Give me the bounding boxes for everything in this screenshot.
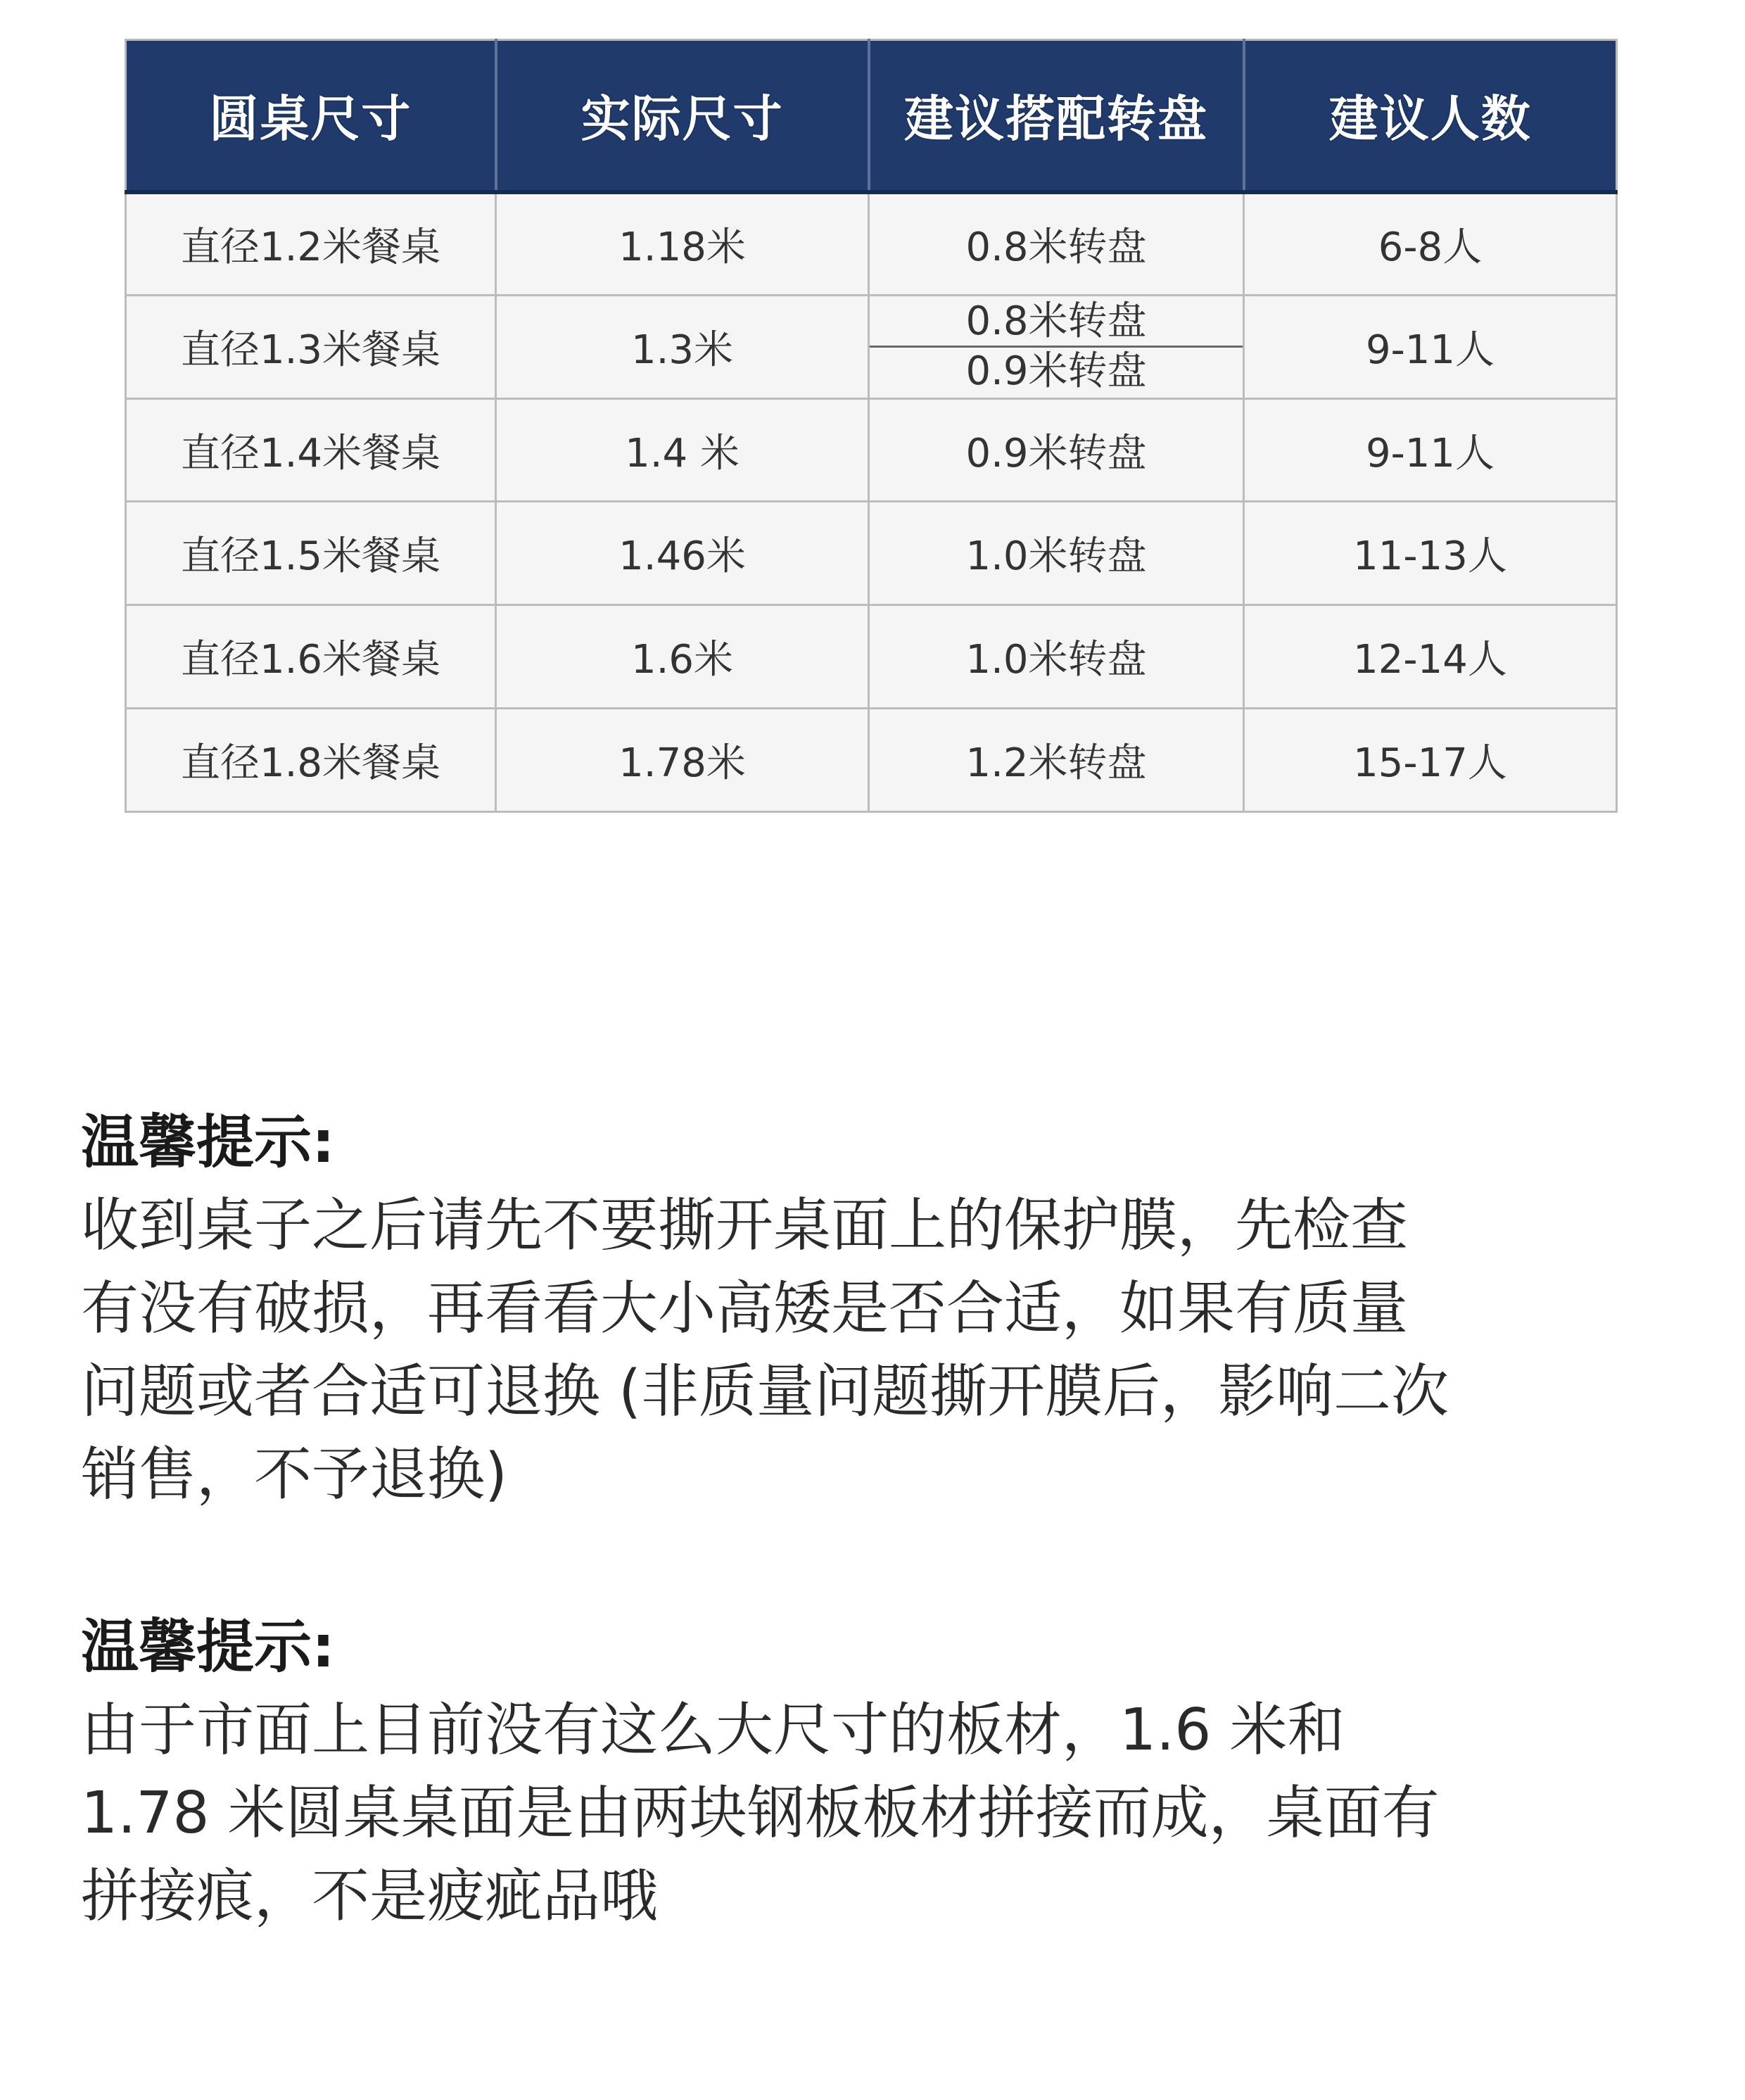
header-actual-size: 实际尺寸 (496, 40, 869, 192)
header-turntable: 建议搭配转盘 (869, 40, 1244, 192)
cell-actual-size: 1.4 米 (496, 398, 869, 502)
cell-people: 12-14人 (1244, 605, 1617, 709)
table-row (126, 398, 1617, 502)
cell-actual-size: 1.6米 (496, 605, 869, 709)
cell-turntable: 1.0米转盘 (869, 605, 1244, 709)
cell-table-size: 直径1.6米餐桌 (126, 605, 496, 709)
tip-heading: 温馨提示: (81, 1614, 335, 1681)
tip-line: 问题或者合适可退换 (非质量问题撕开膜后，影响二次 (81, 1358, 1449, 1425)
cell-people: 9-11人 (1244, 295, 1617, 398)
cell-turntable: 1.2米转盘 (869, 709, 1244, 812)
tip-line: 有没有破损，再看看大小高矮是否合适，如果有质量 (81, 1275, 1409, 1342)
table-header-row (126, 40, 1617, 192)
tip-body (81, 1689, 1685, 1938)
size-table (125, 39, 1618, 813)
tip-block-protective-film (81, 1101, 1685, 1517)
cell-table-size: 直径1.2米餐桌 (126, 192, 496, 296)
cell-actual-size: 1.3米 (496, 295, 869, 398)
cell-people: 6-8人 (1244, 192, 1617, 296)
table-row (126, 605, 1617, 709)
cell-turntable: 1.0米转盘 (869, 502, 1244, 605)
tip-body (81, 1184, 1685, 1517)
header-table-size: 圆桌尺寸 (126, 40, 496, 192)
cell-turntable: 0.8米转盘 (869, 192, 1244, 296)
table-row (126, 192, 1617, 296)
cell-table-size: 直径1.3米餐桌 (126, 295, 496, 398)
cell-turntable-option: 0.9米转盘 (965, 348, 1147, 395)
table-row (126, 709, 1617, 812)
tip-line: 拼接痕，不是疲疵品哦 (81, 1863, 659, 1930)
tip-heading: 温馨提示: (81, 1109, 335, 1176)
cell-table-size: 直径1.5米餐桌 (126, 502, 496, 605)
tip-line: 由于市面上目前没有这么大尺寸的板材，1.6 米和 (81, 1697, 1345, 1764)
cell-actual-size: 1.46米 (496, 502, 869, 605)
cell-actual-size: 1.18米 (496, 192, 869, 296)
cell-people: 11-13人 (1244, 502, 1617, 605)
cell-table-size: 直径1.8米餐桌 (126, 709, 496, 812)
header-people: 建议人数 (1244, 40, 1617, 192)
tip-line: 销售，不予退换) (81, 1441, 507, 1508)
cell-turntable-split (869, 295, 1244, 398)
tip-block-splice-seam (81, 1606, 1685, 1938)
tip-line: 1.78 米圆桌桌面是由两块钢板板材拼接而成，桌面有 (81, 1780, 1440, 1847)
tip-line: 收到桌子之后请先不要撕开桌面上的保护膜，先检查 (81, 1192, 1409, 1259)
table-row (126, 295, 1617, 398)
cell-people: 9-11人 (1244, 398, 1617, 502)
cell-turntable-option: 0.8米转盘 (870, 298, 1243, 348)
cell-people: 15-17人 (1244, 709, 1617, 812)
cell-turntable: 0.9米转盘 (869, 398, 1244, 502)
table-row (126, 502, 1617, 605)
cell-table-size: 直径1.4米餐桌 (126, 398, 496, 502)
cell-actual-size: 1.78米 (496, 709, 869, 812)
